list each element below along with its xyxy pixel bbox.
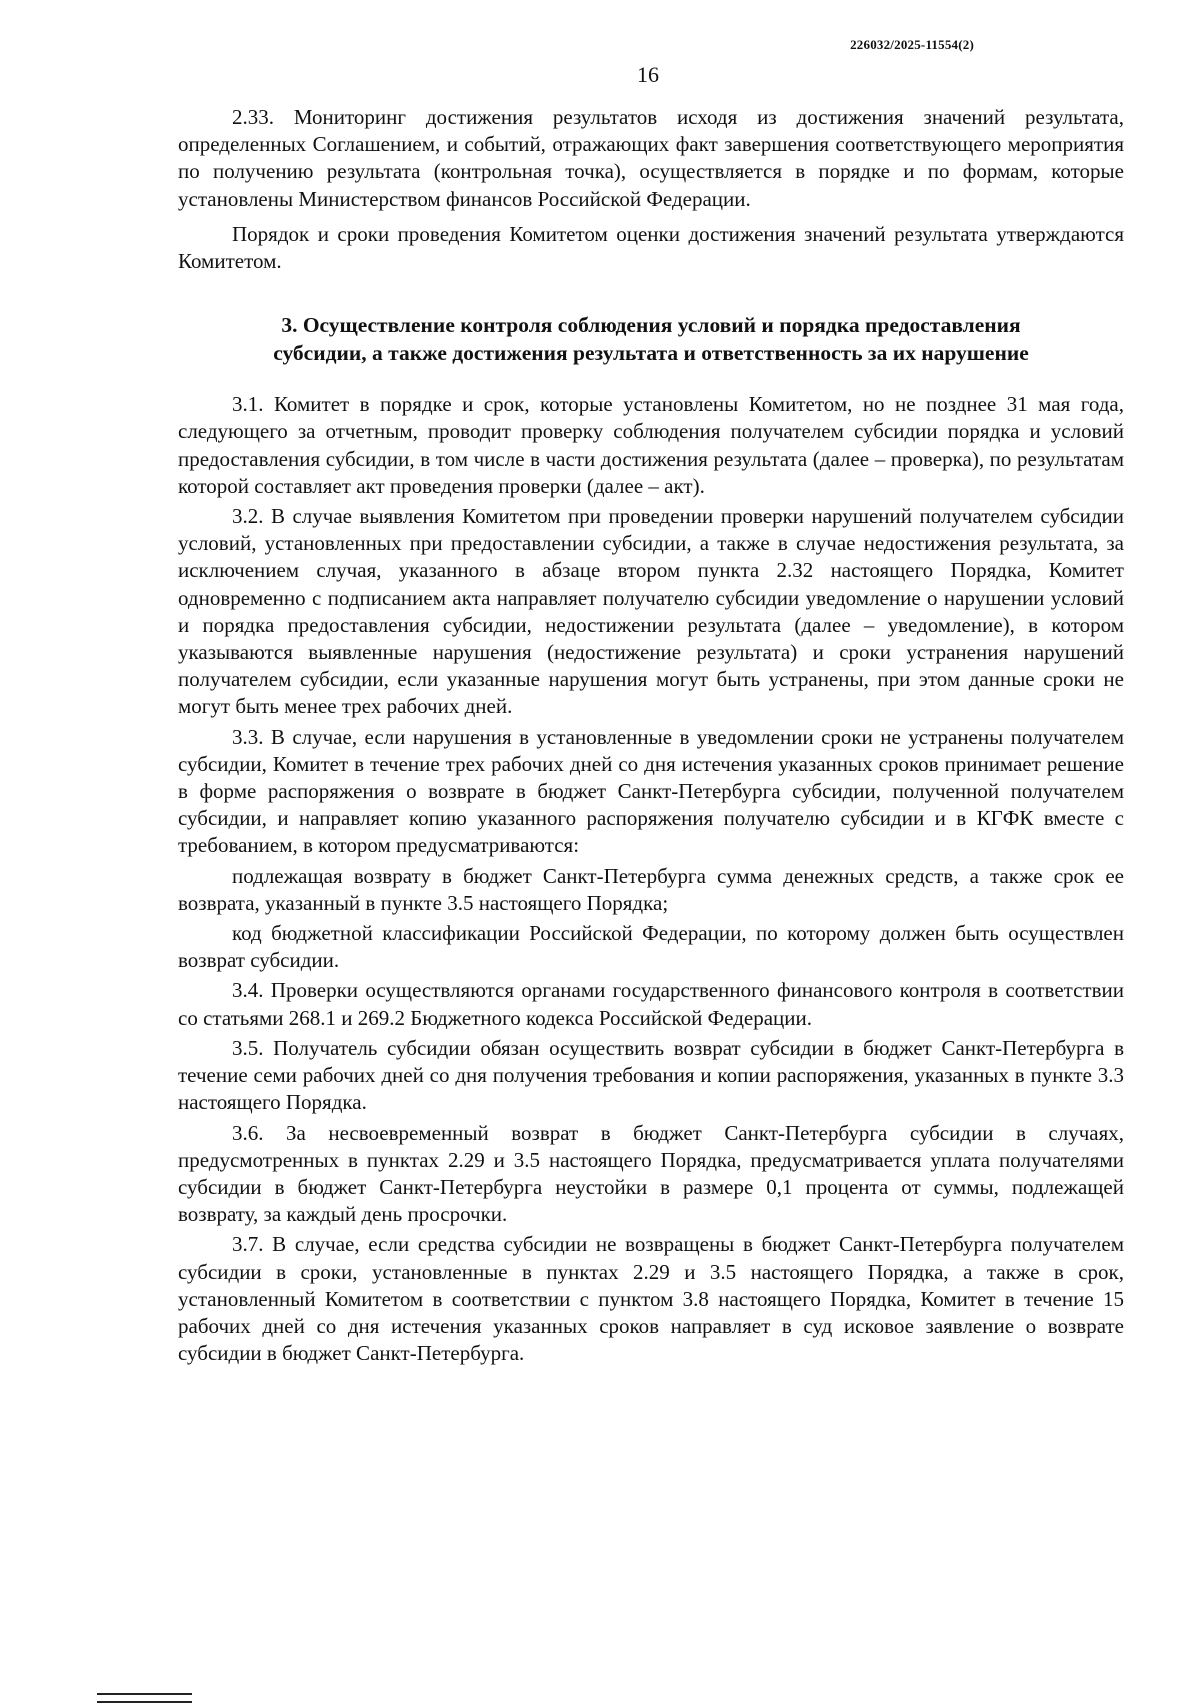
document-id: 226032/2025-11554(2)	[850, 37, 974, 52]
paragraph-3-3-item-1: подлежащая возврату в бюджет Санкт-Петербурга сумма денежных средств, а также срок ее возврата, указанный в пункте 3.5 настоящего Порядка;	[178, 863, 1124, 915]
paragraph-evaluation-order: Порядок и сроки проведения Комитетом оценки достижения значений результата утверждаются Комитетом.	[178, 221, 1124, 274]
paragraph-3-3: 3.3. В случае, если нарушения в установленные в уведомлении сроки не устранены получателем субсидии, Комитет в течение трех рабочих дней со дня истечения указанных сроков принимает решение в форме распоряжения о возврате в бюджет Санкт-Петербурга субсидии, полученной получателем субсидии, и направляет копию указанного распоряжения получателю субсидии и в КГФК вместе с требованием, в котором предусматриваются:	[178, 724, 1124, 858]
paragraph-3-6: 3.6. За несвоевременный возврат в бюджет Санкт-Петербурга субсидии в случаях, предусмотренных в пунктах 2.29 и 3.5 настоящего Порядка, предусматривается уплата получателями субсидии в бюджет Санкт-Петербурга неустойки в размере 0,1 процента от суммы, подлежащей возврату, за каждый день просрочки.	[178, 1120, 1124, 1227]
paragraph-3-4: 3.4. Проверки осуществляются органами государственного финансового контроля в соответствии со статьями 268.1 и 269.2 Бюджетного кодекса Российской Федерации.	[178, 978, 1124, 1030]
section-heading-line-1: 3. Осуществление контроля соблюдения условий и порядка предоставления	[281, 313, 1021, 338]
section-heading-line-2: субсидии, а также достижения результата и ответственность за их нарушение	[273, 341, 1029, 366]
paragraph-3-7: 3.7. В случае, если средства субсидии не возвращены в бюджет Санкт-Петербурга получателем субсидии в сроки, установленные в пунктах 2.29 и 3.5 настоящего Порядка, а также в срок, установленный Комитетом в соответствии с пунктом 3.8 настоящего Порядка, Комитет в течение 15 рабочих дней со дня истечения указанных сроков направляет в суд исковое заявление о возврате субсидии в бюджет Санкт-Петербурга.	[178, 1232, 1124, 1366]
paragraph-3-5: 3.5. Получатель субсидии обязан осуществить возврат субсидии в бюджет Санкт-Петербурга в течение семи рабочих дней со дня получения требования и копии распоряжения, указанных в пункте 3.3 настоящего Порядка.	[178, 1035, 1124, 1115]
paragraph-3-3-item-2: код бюджетной классификации Российской Федерации, по которому должен быть осуществлен возврат субсидии.	[178, 921, 1124, 973]
paragraph-2-33: 2.33. Мониторинг достижения результатов исходя из достижения значений результата, определенных Соглашением, и событий, отражающих факт завершения соответствующего мероприятия по получению результата (контрольная точка), осуществляется в порядке и по формам, которые установлены Министерством финансов Российской Федерации.	[178, 105, 1124, 211]
paragraph-3-1: 3.1. Комитет в порядке и срок, которые установлены Комитетом, но не позднее 31 мая года, следующего за отчетным, проводит проверку соблюдения получателем субсидии порядка и условий предоставления субсидии, в том числе в части достижения результата (далее – проверка), по результатам которой составляет акт проведения проверки (далее – акт).	[178, 392, 1124, 498]
page-number: 16	[637, 62, 659, 87]
document-body	[178, 104, 1124, 1367]
section-3-heading	[178, 311, 1124, 367]
footer-scan-mark	[97, 1693, 192, 1703]
paragraph-3-2: 3.2. В случае выявления Комитетом при проведении проверки нарушений получателем субсидии условий, установленных при предоставлении субсидии, а также в случае недостижения результата, за исключением случая, указанного в абзаце втором пункта 2.32 настоящего Порядка, Комитет одновременно с подписанием акта направляет получателю субсидии уведомление о нарушении условий и порядка предоставления субсидии, недостижении результата (далее – уведомление), в котором указываются выявленные нарушения (недостижение результата) и сроки устранения нарушений получателем субсидии, если указанные нарушения могут быть устранены, при этом данные сроки не могут быть менее трех рабочих дней.	[178, 504, 1124, 719]
